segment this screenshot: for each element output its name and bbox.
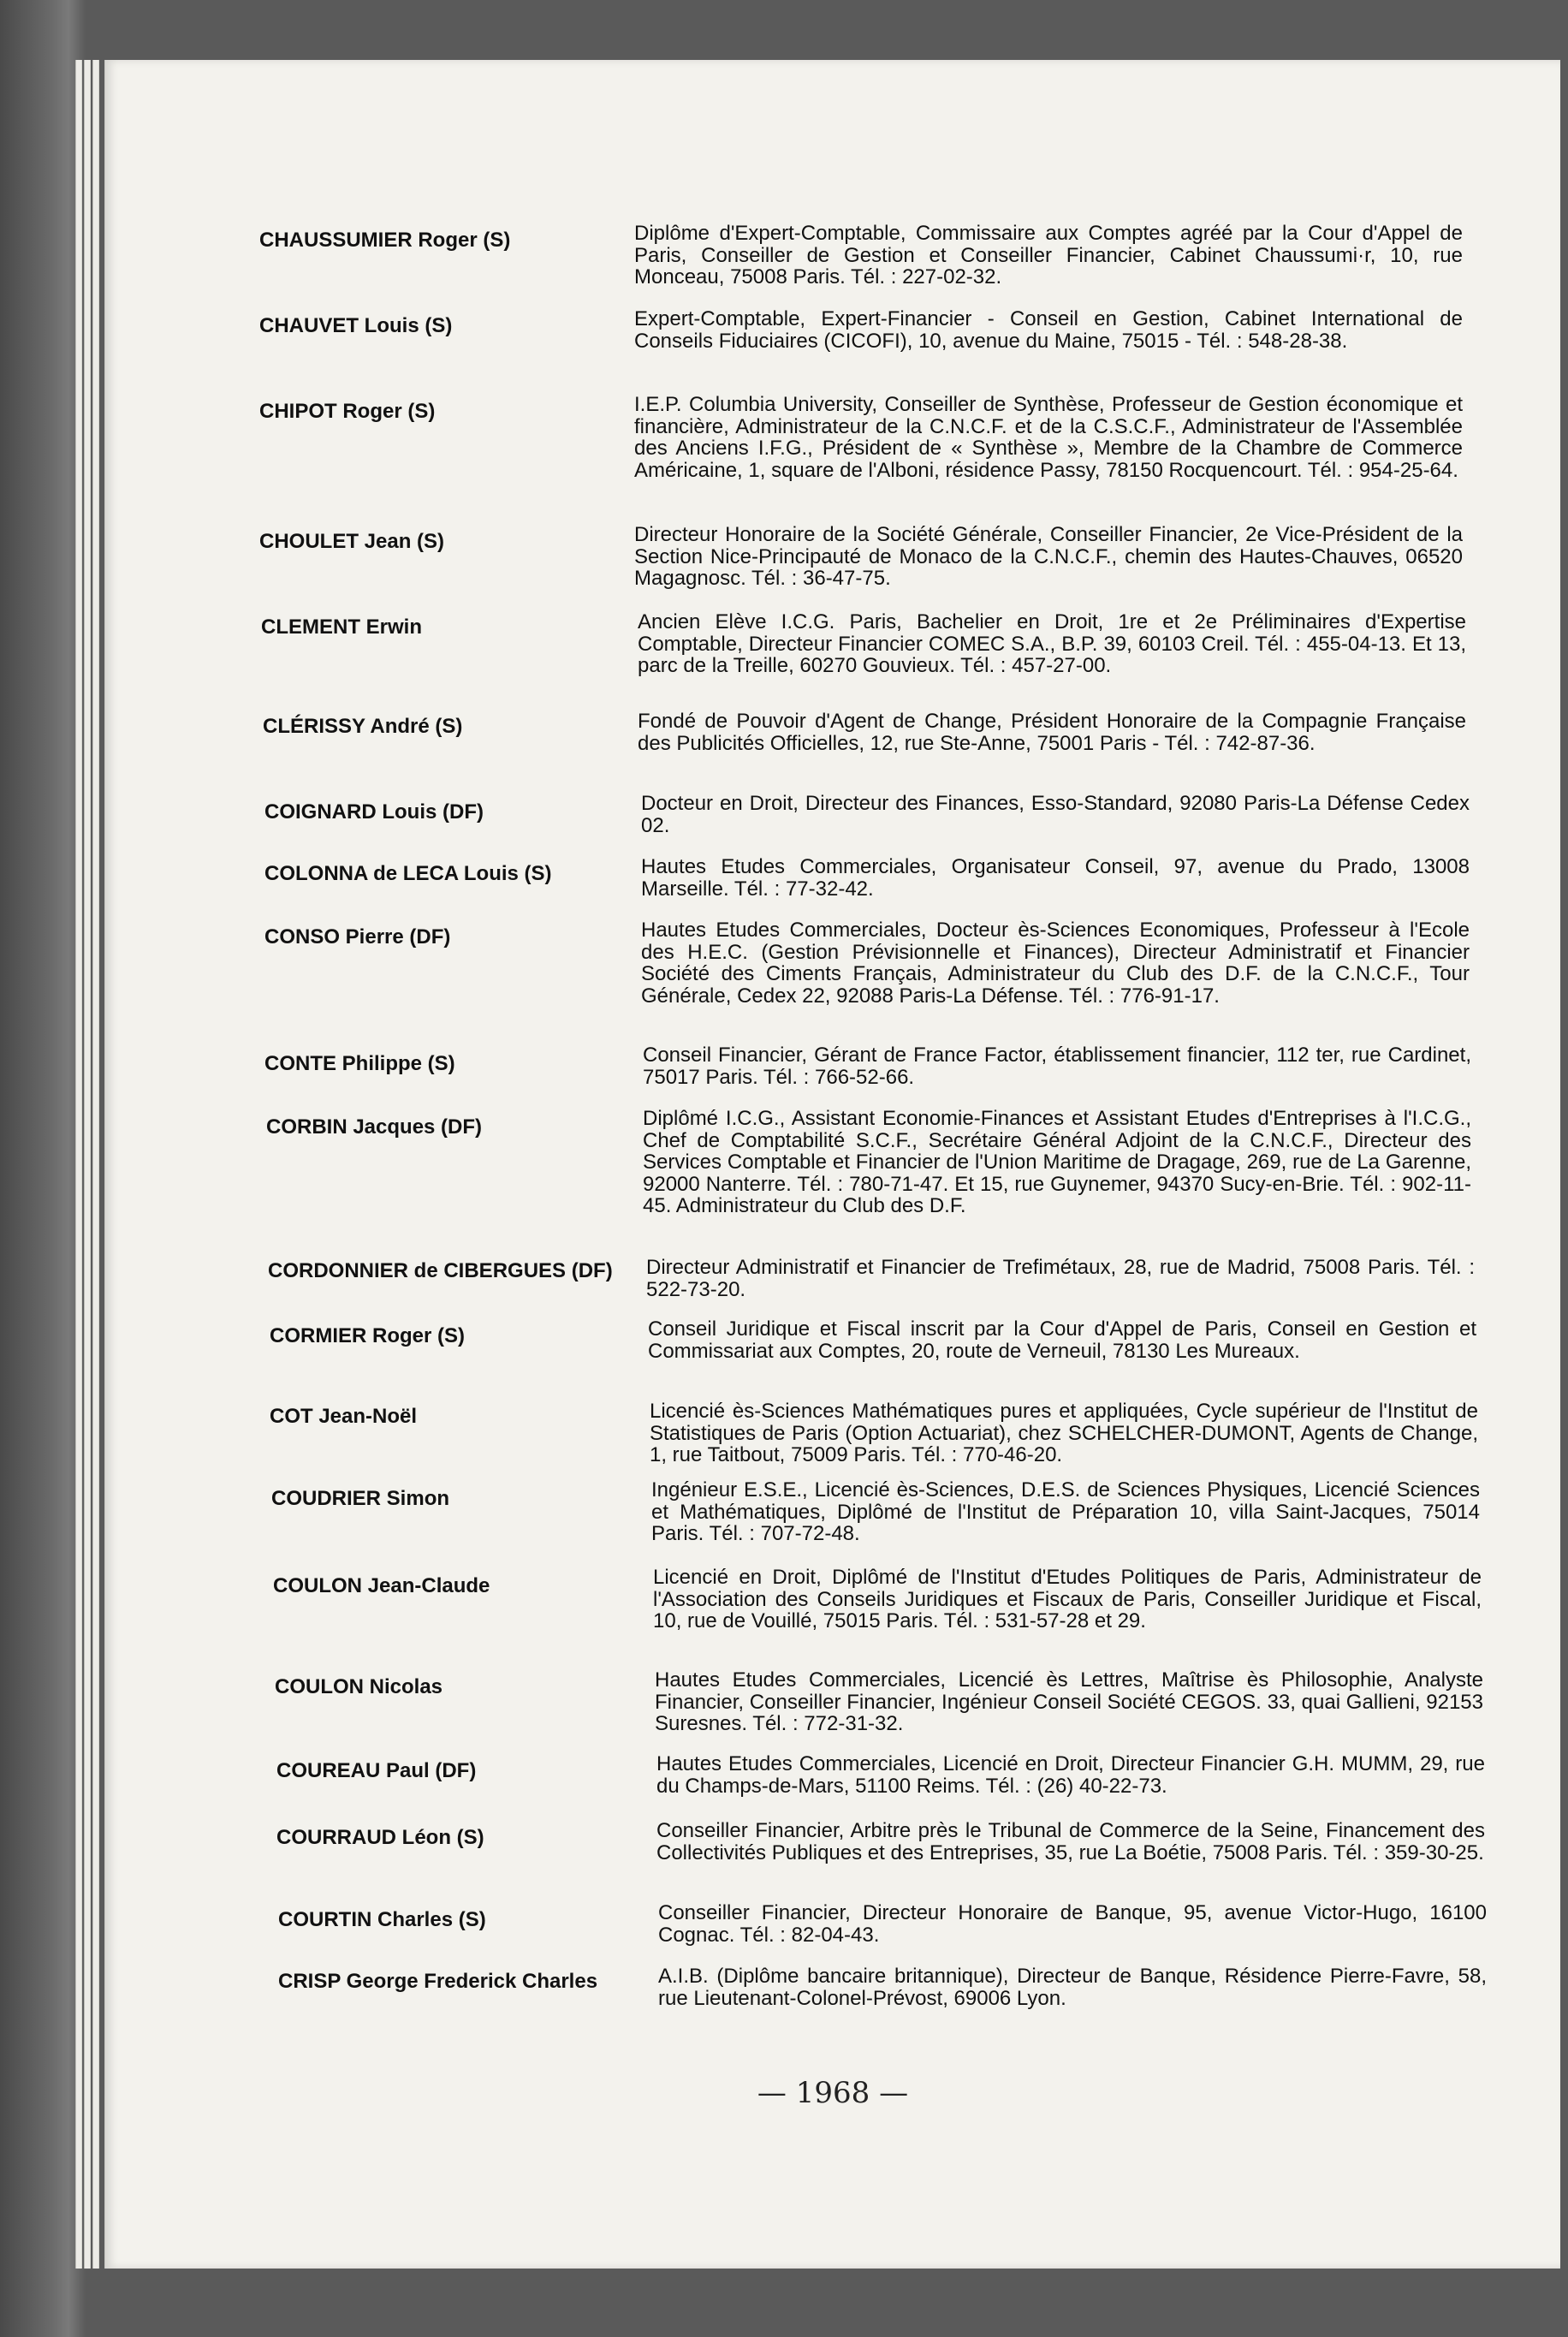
page-stack-edge [92, 60, 99, 2269]
directory-entries [105, 60, 1560, 2269]
entry-description: Directeur Honoraire de la Société Générale, Conseiller Financier, 2e Vice-Président de la Section Nice-Principauté de Monaco de la C.N.C.F., chemin des Hautes-Chauves, 06520 Magagnosc. Tél. : 36-47-75. [634, 523, 1463, 590]
document-page [104, 60, 1560, 2269]
entry-description: Hautes Etudes Commerciales, Licencié ès Lettres, Maîtrise ès Philosophie, Analyste Financier, Conseiller Financier, Ingénieur Conseil Société CEGOS. 33, quai Gallieni, 92153 Suresnes. Tél. : 772-31-32. [655, 1668, 1483, 1735]
entry-name: COLONNA de LECA Louis (S) [264, 862, 552, 885]
entry-name: CLEMENT Erwin [261, 615, 423, 639]
entry-description: Directeur Administratif et Financier de Trefimétaux, 28, rue de Madrid, 75008 Paris. Tél. : 522-73-20. [646, 1256, 1475, 1301]
entry-description: Expert-Comptable, Expert-Financier - Conseil en Gestion, Cabinet International de Conseils Fiduciaires (CICOFI), 10, avenue du Maine, 75015 - Tél. : 548-28-38. [634, 307, 1463, 353]
entry-description: Diplômé I.C.G., Assistant Economie-Finances et Assistant Etudes d'Entreprises à l'I.C.G., Chef de Comptabilité S.C.F., Secrétaire Général Adjoint de la C.N.C.F., Directeur des Services Comptable et Financier de l'Union Maritime de Dragage, 269, rue de La Garenne, 92000 Nanterre. Tél. : 780-71-47. Et 15, rue Guynemer, 94370 Sucy-en-Brie. Tél. : 902-11-45. Administrateur du Club des D.F. [643, 1107, 1471, 1217]
entry-name: CONSO Pierre (DF) [264, 925, 451, 948]
entry-name: CRISP George Frederick Charles [278, 1970, 598, 1993]
entry-name: CORBIN Jacques (DF) [266, 1115, 483, 1139]
entry-name: COT Jean-Noël [270, 1405, 418, 1428]
entry-description: Licencié en Droit, Diplômé de l'Institut d'Etudes Politiques de Paris, Administrateur de l'Association des Conseils Juridiques et Fiscaux de Paris, Conseiller Juridique et Fiscal, 10, rue de Vouillé, 75015 Paris. Tél. : 531-57-28 et 29. [653, 1566, 1482, 1632]
entry-name: CHOULET Jean (S) [259, 530, 445, 553]
entry-description: Conseil Juridique et Fiscal inscrit par la Cour d'Appel de Paris, Conseil en Gestion et Commissariat aux Comptes, 20, route de Verneuil, 78130 Les Mureaux. [648, 1317, 1476, 1363]
entry-description: Docteur en Droit, Directeur des Finances, Esso-Standard, 92080 Paris-La Défense Cedex 02. [641, 792, 1470, 837]
entry-description: Conseiller Financier, Directeur Honoraire de Banque, 95, avenue Victor-Hugo, 16100 Cognac. Tél. : 82-04-43. [658, 1901, 1487, 1947]
entry-name: CHIPOT Roger (S) [259, 400, 436, 423]
entry-description: Ingénieur E.S.E., Licencié ès-Sciences, D.E.S. de Sciences Physiques, Licencié Sciences et Mathématiques, Diplômé de l'Institut de Préparation 10, villa Saint-Jacques, 75014 Paris. Tél. : 707-72-48. [651, 1478, 1480, 1545]
entry-description: Hautes Etudes Commerciales, Docteur ès-Sciences Economiques, Professeur à l'Ecole des H.E.C. (Gestion Prévisionnelle et Finances), Directeur Administratif et Financier Société des Ciments Français, Administrateur du Club des D.F. de la C.N.C.F., Tour Générale, Cedex 22, 92088 Paris-La Défense. Tél. : 776-91-17. [641, 919, 1470, 1008]
entry-name: COUDRIER Simon [271, 1487, 450, 1510]
entry-name: COIGNARD Louis (DF) [264, 800, 484, 824]
entry-description: Hautes Etudes Commerciales, Organisateur Conseil, 97, avenue du Prado, 13008 Marseille. Tél. : 77-32-42. [641, 855, 1470, 901]
entry-description: Fondé de Pouvoir d'Agent de Change, Président Honoraire de la Compagnie Française des Publicités Officielles, 12, rue Ste-Anne, 75001 Paris - Tél. : 742-87-36. [638, 710, 1466, 755]
entry-name: CORMIER Roger (S) [270, 1324, 465, 1347]
entry-description: A.I.B. (Diplôme bancaire britannique), Directeur de Banque, Résidence Pierre-Favre, 58, rue Lieutenant-Colonel-Prévost, 69006 Lyon. [658, 1965, 1487, 2010]
entry-name: COURRAUD Léon (S) [276, 1826, 484, 1849]
entry-name: CHAUVET Louis (S) [259, 314, 453, 337]
entry-name: CORDONNIER de CIBERGUES (DF) [268, 1259, 613, 1282]
entry-description: I.E.P. Columbia University, Conseiller de Synthèse, Professeur de Gestion économique et financière, Administrateur de la C.N.C.F. et de la C.S.C.F., Administrateur de l'Assemblée des Anciens I.F.G., Président de « Synthèse », Membre de la Chambre de Commerce Américaine, 1, square de l'Alboni, résidence Passy, 78150 Rocquencourt. Tél. : 954-25-64. [634, 393, 1463, 482]
entry-name: CLÉRISSY André (S) [263, 715, 463, 738]
entry-description: Hautes Etudes Commerciales, Licencié en Droit, Directeur Financier G.H. MUMM, 29, rue du Champs-de-Mars, 51100 Reims. Tél. : (26) 40-22-73. [656, 1752, 1485, 1798]
entry-name: COULON Nicolas [275, 1675, 443, 1698]
entry-description: Conseiller Financier, Arbitre près le Tribunal de Commerce de la Seine, Financement des Collectivités Publiques et des Entreprises, 35, rue La Boétie, 75008 Paris. Tél. : 359-30-25. [656, 1819, 1485, 1864]
entry-name: COURTIN Charles (S) [278, 1908, 486, 1931]
entry-name: CHAUSSUMIER Roger (S) [259, 229, 511, 252]
page-stack-edge [75, 60, 82, 2269]
entry-description: Ancien Elève I.C.G. Paris, Bachelier en Droit, 1re et 2e Préliminaires d'Expertise Comptable, Directeur Financier COMEC S.A., B.P. 39, 60103 Creil. Tél. : 455-04-13. Et 13, parc de la Treille, 60270 Gouvieux. Tél. : 457-27-00. [638, 610, 1466, 677]
entry-name: COULON Jean-Claude [273, 1574, 490, 1597]
entry-name: COUREAU Paul (DF) [276, 1759, 477, 1782]
entry-description: Diplôme d'Expert-Comptable, Commissaire aux Comptes agréé par la Cour d'Appel de Paris, Conseiller de Gestion et Conseiller Financier, Cabinet Chaussumi·r, 10, rue Monceau, 75008 Paris. Tél. : 227-02-32. [634, 222, 1463, 288]
entry-description: Conseil Financier, Gérant de France Factor, établissement financier, 112 ter, rue Cardinet, 75017 Paris. Tél. : 766-52-66. [643, 1044, 1471, 1089]
entry-name: CONTE Philippe (S) [264, 1052, 455, 1075]
entry-description: Licencié ès-Sciences Mathématiques pures et appliquées, Cycle supérieur de l'Institut de Statistiques de Paris (Option Actuariat), chez SCHELCHER-DUMONT, Agents de Change, 1, rue Taitbout, 75009 Paris. Tél. : 770-46-20. [650, 1400, 1478, 1466]
page-stack-edge [84, 60, 91, 2269]
page-number: — 1968 — [757, 2076, 909, 2110]
